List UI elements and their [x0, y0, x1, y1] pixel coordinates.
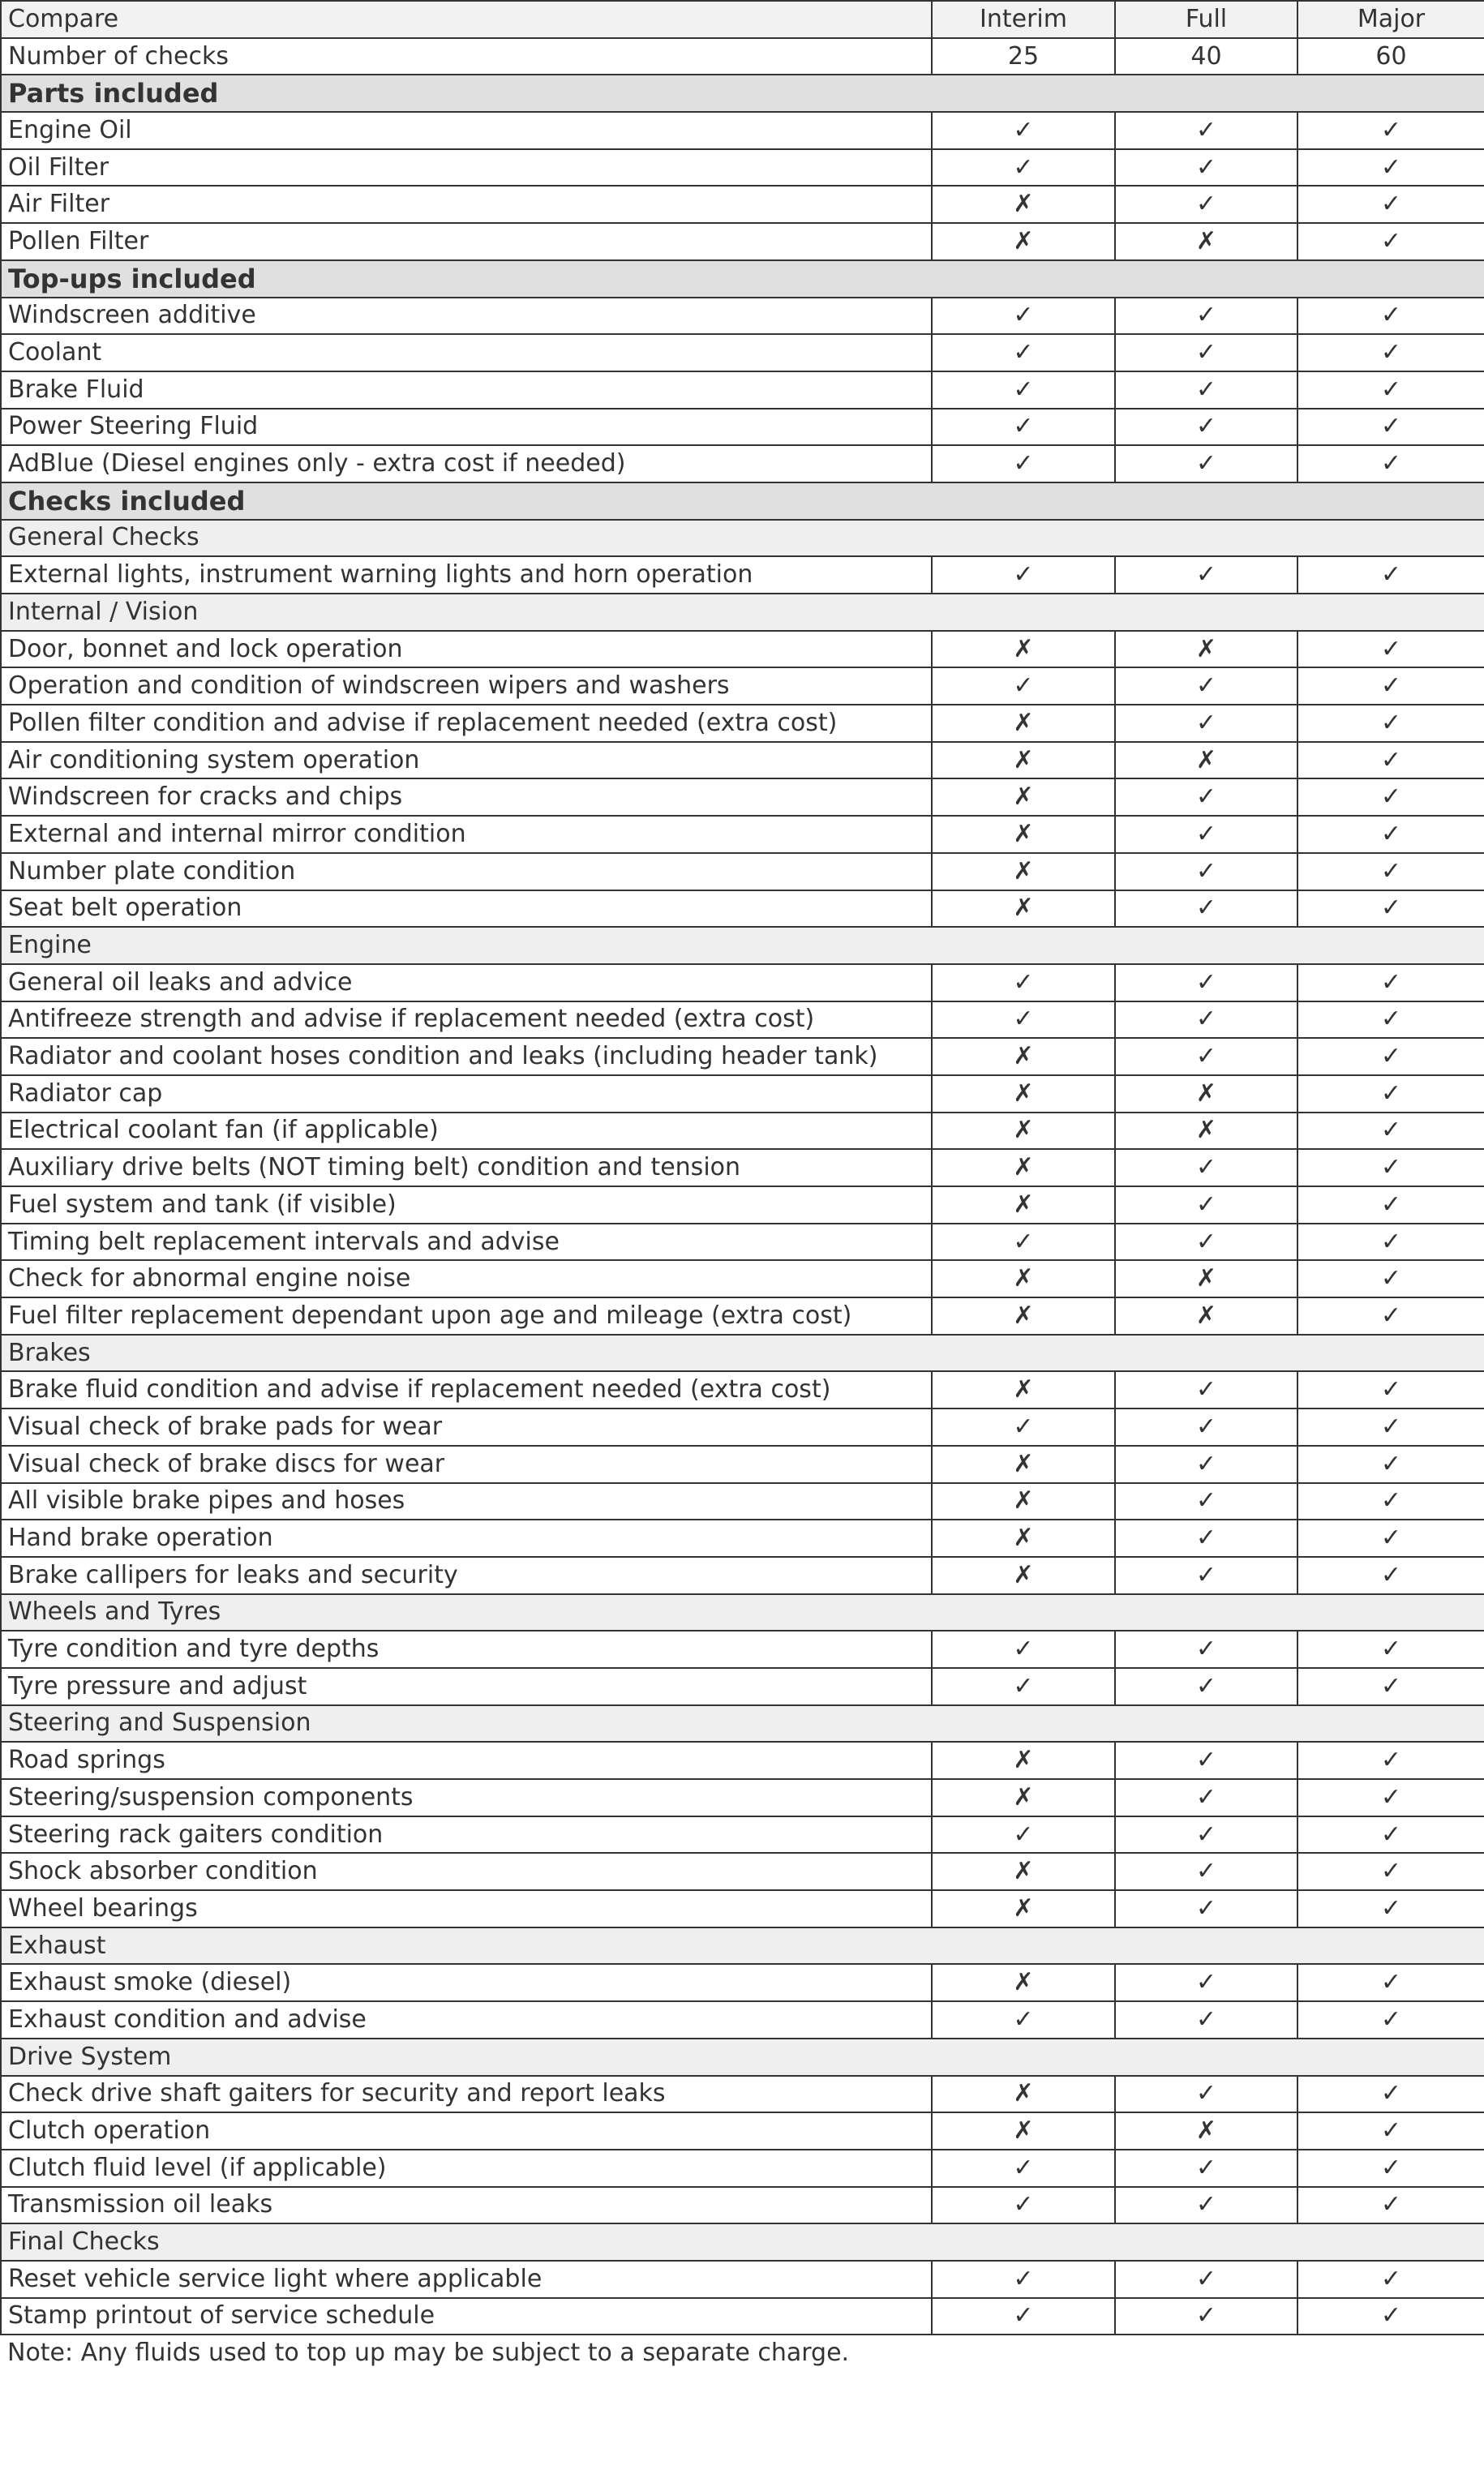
row-label: Windscreen additive: [1, 298, 932, 335]
cross-icon: ✗: [1115, 1075, 1297, 1113]
cross-icon: ✗: [932, 1446, 1115, 1483]
table-row: [1, 223, 1484, 260]
row-label: Hand brake operation: [1, 1520, 932, 1557]
table-row: [1, 149, 1484, 187]
check-icon: ✓: [932, 409, 1115, 446]
check-icon: ✓: [1297, 778, 1484, 816]
check-icon: ✓: [1115, 853, 1297, 890]
table-row: [1, 371, 1484, 409]
table-row: [1, 1668, 1484, 1705]
check-icon: ✓: [1297, 223, 1484, 260]
check-icon: ✓: [1297, 2001, 1484, 2039]
table-row: [1, 853, 1484, 890]
table-row: [1, 186, 1484, 223]
row-label: Door, bonnet and lock operation: [1, 631, 932, 668]
cross-icon: ✗: [932, 705, 1115, 742]
subsection-title: Engine: [1, 927, 1484, 964]
table-row: [1, 1038, 1484, 1075]
row-label: AdBlue (Diesel engines only - extra cost if needed): [1, 445, 932, 482]
check-icon: ✓: [1115, 890, 1297, 928]
cross-icon: ✗: [932, 1483, 1115, 1520]
check-icon: ✓: [1297, 2150, 1484, 2187]
check-icon: ✓: [1115, 1371, 1297, 1409]
check-icon: ✓: [932, 964, 1115, 1001]
cross-icon: ✗: [932, 1297, 1115, 1335]
row-label: Auxiliary drive belts (NOT timing belt) condition and tension: [1, 1149, 932, 1186]
check-icon: ✓: [1115, 2187, 1297, 2224]
row-label: Operation and condition of windscreen wipers and washers: [1, 667, 932, 705]
check-icon: ✓: [1115, 1483, 1297, 1520]
check-icon: ✓: [932, 1409, 1115, 1446]
check-icon: ✓: [1297, 853, 1484, 890]
table-row: [1, 1483, 1484, 1520]
row-label: Windscreen for cracks and chips: [1, 778, 932, 816]
table-row: [1, 2187, 1484, 2224]
cross-icon: ✗: [932, 890, 1115, 928]
check-icon: ✓: [1297, 298, 1484, 335]
row-label: Road springs: [1, 1742, 932, 1779]
cross-icon: ✗: [1115, 742, 1297, 779]
row-label: Tyre condition and tyre depths: [1, 1631, 932, 1668]
table-row: [1, 2112, 1484, 2150]
check-icon: ✓: [1115, 1038, 1297, 1075]
row-label: Fuel system and tank (if visible): [1, 1186, 932, 1224]
check-icon: ✓: [1297, 816, 1484, 853]
table-row: [1, 1371, 1484, 1409]
row-label: External lights, instrument warning lights and horn operation: [1, 556, 932, 594]
table-row: [1, 1075, 1484, 1113]
table-row: [1, 1001, 1484, 1039]
check-icon: ✓: [932, 149, 1115, 187]
table-row: [1, 2261, 1484, 2298]
table-row: [1, 1409, 1484, 1446]
check-icon: ✓: [1297, 2076, 1484, 2113]
table-row: [1, 1853, 1484, 1890]
table-row: [1, 38, 1484, 75]
check-icon: ✓: [1297, 149, 1484, 187]
check-icon: ✓: [932, 2261, 1115, 2298]
check-icon: ✓: [1297, 1964, 1484, 2001]
cross-icon: ✗: [932, 631, 1115, 668]
subsection-heading-internal-vision: [1, 594, 1484, 631]
subsection-heading-exhaust: [1, 1927, 1484, 1965]
check-icon: ✓: [1297, 409, 1484, 446]
section-title: Top-ups included: [1, 260, 1484, 298]
row-label: Tyre pressure and adjust: [1, 1668, 932, 1705]
table-row: [1, 1520, 1484, 1557]
row-label: Pollen filter condition and advise if replacement needed (extra cost): [1, 705, 932, 742]
section-title: Parts included: [1, 75, 1484, 112]
cross-icon: ✗: [1115, 2112, 1297, 2150]
row-label: Visual check of brake discs for wear: [1, 1446, 932, 1483]
row-label: Wheel bearings: [1, 1890, 932, 1927]
check-icon: ✓: [1297, 1853, 1484, 1890]
table-row: [1, 1779, 1484, 1816]
check-icon: ✓: [1115, 1668, 1297, 1705]
row-label: Clutch operation: [1, 2112, 932, 2150]
row-label: Steering rack gaiters condition: [1, 1816, 932, 1854]
table-row: [1, 742, 1484, 779]
section-heading-checks-included: [1, 482, 1484, 520]
subsection-title: Internal / Vision: [1, 594, 1484, 631]
check-icon: ✓: [1115, 334, 1297, 371]
check-icon: ✓: [932, 112, 1115, 149]
row-label: General oil leaks and advice: [1, 964, 932, 1001]
row-label: Exhaust condition and advise: [1, 2001, 932, 2039]
check-icon: ✓: [1115, 186, 1297, 223]
cross-icon: ✗: [932, 816, 1115, 853]
table-row: [1, 631, 1484, 668]
row-label: Reset vehicle service light where applicable: [1, 2261, 932, 2298]
table-body: [1, 1, 1484, 2371]
row-label: Seat belt operation: [1, 890, 932, 928]
table-row: [1, 964, 1484, 1001]
check-icon: ✓: [932, 1224, 1115, 1261]
table-row: [1, 112, 1484, 149]
subsection-heading-final-checks: [1, 2223, 1484, 2261]
row-label: Fuel filter replacement dependant upon age and mileage (extra cost): [1, 1297, 932, 1335]
check-icon: ✓: [1115, 298, 1297, 335]
row-label: External and internal mirror condition: [1, 816, 932, 853]
row-label: Number plate condition: [1, 853, 932, 890]
column-header-major: Major: [1297, 1, 1484, 38]
check-icon: ✓: [1115, 1409, 1297, 1446]
check-icon: ✓: [1115, 1631, 1297, 1668]
check-icon: ✓: [1297, 964, 1484, 1001]
table-row: [1, 1742, 1484, 1779]
cross-icon: ✗: [1115, 1297, 1297, 1335]
check-icon: ✓: [1115, 445, 1297, 482]
check-icon: ✓: [1297, 1001, 1484, 1039]
header-label: Compare: [1, 1, 932, 38]
cross-icon: ✗: [932, 1149, 1115, 1186]
check-icon: ✓: [1297, 890, 1484, 928]
cross-icon: ✗: [1115, 223, 1297, 260]
check-icon: ✓: [1297, 1371, 1484, 1409]
subsection-title: Brakes: [1, 1335, 1484, 1372]
cross-icon: ✗: [932, 1779, 1115, 1816]
table-row: [1, 1149, 1484, 1186]
check-icon: ✓: [1297, 705, 1484, 742]
table-header-row: [1, 1, 1484, 38]
check-icon: ✓: [1115, 556, 1297, 594]
table-row: [1, 1631, 1484, 1668]
table-row: [1, 2150, 1484, 2187]
cross-icon: ✗: [1115, 631, 1297, 668]
cross-icon: ✗: [932, 1742, 1115, 1779]
table-row: [1, 1186, 1484, 1224]
check-icon: ✓: [1297, 1779, 1484, 1816]
row-label: Exhaust smoke (diesel): [1, 1964, 932, 2001]
cross-icon: ✗: [1115, 1260, 1297, 1297]
check-icon: ✓: [1115, 1557, 1297, 1594]
table-row: [1, 1113, 1484, 1150]
table-row: [1, 705, 1484, 742]
check-icon: ✓: [1297, 1816, 1484, 1854]
table-row: [1, 667, 1484, 705]
check-icon: ✓: [932, 667, 1115, 705]
check-icon: ✓: [1297, 1890, 1484, 1927]
cross-icon: ✗: [932, 742, 1115, 779]
row-label: Coolant: [1, 334, 932, 371]
subsection-title: Exhaust: [1, 1927, 1484, 1965]
check-icon: ✓: [1115, 1964, 1297, 2001]
check-icon: ✓: [1297, 667, 1484, 705]
check-icon: ✓: [1297, 1668, 1484, 1705]
check-icon: ✓: [1115, 778, 1297, 816]
cross-icon: ✗: [932, 223, 1115, 260]
table-row: [1, 1890, 1484, 1927]
row-label: Oil Filter: [1, 149, 932, 187]
check-icon: ✓: [1297, 1149, 1484, 1186]
check-icon: ✓: [1115, 2298, 1297, 2335]
check-icon: ✓: [1297, 1520, 1484, 1557]
check-icon: ✓: [1297, 2261, 1484, 2298]
row-label: All visible brake pipes and hoses: [1, 1483, 932, 1520]
subsection-heading-drive-system: [1, 2039, 1484, 2076]
table-row: [1, 816, 1484, 853]
cross-icon: ✗: [932, 1520, 1115, 1557]
check-icon: ✓: [1297, 445, 1484, 482]
cross-icon: ✗: [932, 2076, 1115, 2113]
cross-icon: ✗: [932, 778, 1115, 816]
table-row: [1, 445, 1484, 482]
check-icon: ✓: [1297, 1409, 1484, 1446]
check-icon: ✓: [1115, 816, 1297, 853]
value-cell-full: 40: [1115, 38, 1297, 75]
check-icon: ✓: [1297, 556, 1484, 594]
check-icon: ✓: [1297, 1483, 1484, 1520]
note-row: [1, 2335, 1484, 2371]
table-row: [1, 1224, 1484, 1261]
subsection-title: General Checks: [1, 520, 1484, 557]
check-icon: ✓: [1297, 1075, 1484, 1113]
row-label: Visual check of brake pads for wear: [1, 1409, 932, 1446]
value-cell-major: 60: [1297, 38, 1484, 75]
subsection-heading-steering-and-suspension: [1, 1705, 1484, 1743]
table-row: [1, 2076, 1484, 2113]
check-icon: ✓: [1297, 2298, 1484, 2335]
check-icon: ✓: [1297, 1260, 1484, 1297]
check-icon: ✓: [932, 1631, 1115, 1668]
check-icon: ✓: [1115, 2261, 1297, 2298]
row-label: Radiator and coolant hoses condition and leaks (including header tank): [1, 1038, 932, 1075]
check-icon: ✓: [1115, 2150, 1297, 2187]
section-heading-top-ups-included: [1, 260, 1484, 298]
check-icon: ✓: [1297, 1113, 1484, 1150]
subsection-title: Final Checks: [1, 2223, 1484, 2261]
subsection-heading-engine: [1, 927, 1484, 964]
check-icon: ✓: [1297, 1224, 1484, 1261]
check-icon: ✓: [932, 2298, 1115, 2335]
table-row: [1, 1260, 1484, 1297]
row-label: Number of checks: [1, 38, 932, 75]
check-icon: ✓: [1115, 1149, 1297, 1186]
footnote: Note: Any fluids used to top up may be subject to a separate charge.: [1, 2335, 1484, 2371]
column-header-full: Full: [1115, 1, 1297, 38]
table-row: [1, 556, 1484, 594]
table-row: [1, 1964, 1484, 2001]
cross-icon: ✗: [932, 1557, 1115, 1594]
table-row: [1, 2001, 1484, 2039]
check-icon: ✓: [1115, 1186, 1297, 1224]
subsection-heading-wheels-and-tyres: [1, 1594, 1484, 1631]
subsection-title: Drive System: [1, 2039, 1484, 2076]
check-icon: ✓: [1297, 186, 1484, 223]
check-icon: ✓: [1115, 149, 1297, 187]
cross-icon: ✗: [932, 1853, 1115, 1890]
cross-icon: ✗: [1115, 1113, 1297, 1150]
cross-icon: ✗: [932, 853, 1115, 890]
row-label: Transmission oil leaks: [1, 2187, 932, 2224]
table-row: [1, 890, 1484, 928]
check-icon: ✓: [1115, 2001, 1297, 2039]
check-icon: ✓: [1115, 1446, 1297, 1483]
check-icon: ✓: [932, 1001, 1115, 1039]
cross-icon: ✗: [932, 1038, 1115, 1075]
check-icon: ✓: [1115, 1742, 1297, 1779]
subsection-heading-brakes: [1, 1335, 1484, 1372]
check-icon: ✓: [1297, 334, 1484, 371]
check-icon: ✓: [1115, 1890, 1297, 1927]
check-icon: ✓: [1115, 112, 1297, 149]
cross-icon: ✗: [932, 1964, 1115, 2001]
cross-icon: ✗: [932, 1260, 1115, 1297]
table-row: [1, 2298, 1484, 2335]
row-label: Power Steering Fluid: [1, 409, 932, 446]
check-icon: ✓: [1297, 1631, 1484, 1668]
subsection-title: Steering and Suspension: [1, 1705, 1484, 1743]
subsection-title: Wheels and Tyres: [1, 1594, 1484, 1631]
table-row: [1, 1557, 1484, 1594]
check-icon: ✓: [1115, 1224, 1297, 1261]
check-icon: ✓: [1297, 1186, 1484, 1224]
section-title: Checks included: [1, 482, 1484, 520]
check-icon: ✓: [1297, 742, 1484, 779]
cross-icon: ✗: [932, 1890, 1115, 1927]
check-icon: ✓: [1115, 2076, 1297, 2113]
row-label: Clutch fluid level (if applicable): [1, 2150, 932, 2187]
section-heading-parts-included: [1, 75, 1484, 112]
subsection-heading-general-checks: [1, 520, 1484, 557]
row-label: Brake Fluid: [1, 371, 932, 409]
cross-icon: ✗: [932, 186, 1115, 223]
check-icon: ✓: [1297, 2187, 1484, 2224]
table-row: [1, 1297, 1484, 1335]
check-icon: ✓: [1297, 1446, 1484, 1483]
table-row: [1, 1446, 1484, 1483]
row-label: Brake fluid condition and advise if replacement needed (extra cost): [1, 1371, 932, 1409]
check-icon: ✓: [1115, 409, 1297, 446]
cross-icon: ✗: [932, 1186, 1115, 1224]
check-icon: ✓: [932, 2001, 1115, 2039]
row-label: Steering/suspension components: [1, 1779, 932, 1816]
check-icon: ✓: [932, 2187, 1115, 2224]
check-icon: ✓: [1115, 371, 1297, 409]
check-icon: ✓: [932, 1816, 1115, 1854]
check-icon: ✓: [932, 445, 1115, 482]
cross-icon: ✗: [932, 1371, 1115, 1409]
row-label: Radiator cap: [1, 1075, 932, 1113]
check-icon: ✓: [932, 371, 1115, 409]
row-label: Check for abnormal engine noise: [1, 1260, 932, 1297]
check-icon: ✓: [932, 298, 1115, 335]
cross-icon: ✗: [932, 1113, 1115, 1150]
check-icon: ✓: [1297, 1742, 1484, 1779]
column-header-interim: Interim: [932, 1, 1115, 38]
row-label: Shock absorber condition: [1, 1853, 932, 1890]
check-icon: ✓: [932, 1668, 1115, 1705]
check-icon: ✓: [1297, 1038, 1484, 1075]
check-icon: ✓: [1297, 2112, 1484, 2150]
table-row: [1, 1816, 1484, 1854]
value-cell-interim: 25: [932, 38, 1115, 75]
check-icon: ✓: [1297, 631, 1484, 668]
check-icon: ✓: [1297, 371, 1484, 409]
check-icon: ✓: [1297, 1297, 1484, 1335]
check-icon: ✓: [1115, 1001, 1297, 1039]
row-label: Antifreeze strength and advise if replacement needed (extra cost): [1, 1001, 932, 1039]
check-icon: ✓: [1115, 964, 1297, 1001]
check-icon: ✓: [1297, 112, 1484, 149]
cross-icon: ✗: [932, 2112, 1115, 2150]
table-row: [1, 334, 1484, 371]
row-label: Electrical coolant fan (if applicable): [1, 1113, 932, 1150]
row-label: Air conditioning system operation: [1, 742, 932, 779]
row-label: Engine Oil: [1, 112, 932, 149]
check-icon: ✓: [932, 2150, 1115, 2187]
check-icon: ✓: [932, 556, 1115, 594]
table-row: [1, 409, 1484, 446]
check-icon: ✓: [1297, 1557, 1484, 1594]
row-label: Air Filter: [1, 186, 932, 223]
table-row: [1, 298, 1484, 335]
row-label: Timing belt replacement intervals and advise: [1, 1224, 932, 1261]
table-row: [1, 778, 1484, 816]
check-icon: ✓: [1115, 1779, 1297, 1816]
check-icon: ✓: [932, 334, 1115, 371]
cross-icon: ✗: [932, 1075, 1115, 1113]
row-label: Pollen Filter: [1, 223, 932, 260]
row-label: Stamp printout of service schedule: [1, 2298, 932, 2335]
check-icon: ✓: [1115, 1853, 1297, 1890]
check-icon: ✓: [1115, 1520, 1297, 1557]
row-label: Check drive shaft gaiters for security and report leaks: [1, 2076, 932, 2113]
check-icon: ✓: [1115, 667, 1297, 705]
row-label: Brake callipers for leaks and security: [1, 1557, 932, 1594]
check-icon: ✓: [1115, 1816, 1297, 1854]
check-icon: ✓: [1115, 705, 1297, 742]
